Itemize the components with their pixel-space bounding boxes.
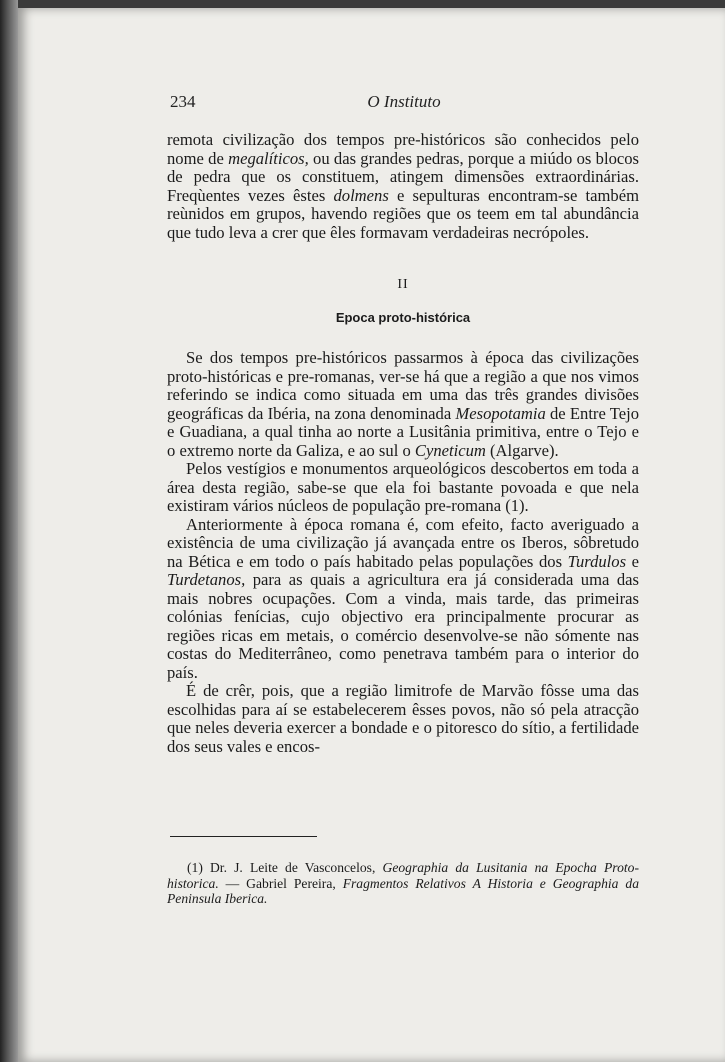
page-number: 234: [170, 92, 196, 111]
body-text: [167, 131, 639, 756]
footnote-rule: [170, 836, 317, 837]
text-run: Anteriormente à época romana é, com efeito, facto averiguado a existência de uma civilização já avançada entre os Iberos, sôbretudo na Bética e em todo o país habitado pelas populações dos: [167, 514, 639, 571]
italic-term: Mesopotamia: [455, 403, 546, 423]
text-run: (Algarve).: [485, 440, 559, 460]
italic-term: dolmens: [333, 185, 389, 205]
section-number: II: [397, 277, 409, 292]
footnote-text: [167, 860, 639, 907]
paragraph-4: [167, 516, 639, 683]
book-spine-shadow: [0, 0, 18, 1062]
running-title: O Instituto: [367, 92, 441, 111]
italic-term: Turdetanos,: [167, 570, 246, 589]
paragraph-5: [167, 682, 639, 756]
text-run: Pelos vestígios e monumentos arqueológicos descobertos em toda a área desta região, sabe-se que ela foi bastante povoada e que nela existiram vários núcleos de população pre-romana (1).: [167, 459, 639, 515]
footnote: [167, 860, 639, 907]
paragraph-3: [167, 460, 639, 516]
page-header: [170, 92, 638, 114]
text-run: (1) Dr. J. Leite de Vasconcelos,: [187, 860, 383, 875]
text-run: ou das grandes pedras, porque a miúdo os blocos de pedra que os constituem, atingem dimensões extraordinárias. Freqùentes vezes êstes: [167, 148, 639, 205]
text-run: e: [626, 551, 640, 571]
text-run: de Entre Tejo e Guadiana, a qual tinha ao norte a Lusitânia primitiva, entre o Tejo e o extremo norte da Galiza, e ao sul o: [167, 403, 639, 460]
paragraph-2: [167, 349, 639, 460]
paragraph-1: [167, 131, 639, 242]
text-run: — Gabriel Pereira,: [218, 875, 343, 891]
italic-term: Cyneticum: [414, 440, 486, 460]
text-run: É de crêr, pois, que a região limitrofe de Marvão fôsse uma das escolhidas para aí se estabelecerem êsses povos, não só pela atracção que neles deveria exercer a bondade e o pitoresco do sítio, a fertilidade dos seus vales e encos-: [167, 681, 639, 756]
italic-title: Geographia da Lusitania na Epocha Proto-historica.: [167, 860, 639, 891]
italic-term: megalíticos,: [228, 148, 309, 168]
italic-term: Turdulos: [567, 551, 627, 571]
italic-title: Fragmentos Relativos A Historia e Geographia da Peninsula Iberica.: [167, 875, 639, 906]
text-run: Se dos tempos pre-históricos passarmos à época das civilizações proto-históricas e pre-romanas, ver-se há que a região a que nos vimos referindo se indica como situada em uma das três grandes divisões geográficas da Ibéria, na zona denominada: [167, 348, 639, 423]
text-run: e sepulturas encontram-se também reùnidos em grupos, havendo regiões que os teem em tal abundância que tudo leva a crer que êles formavam verdadeiras necrópoles.: [167, 185, 639, 242]
text-run: remota civilização dos tempos pre-históricos são conhecidos pelo nome de: [167, 130, 639, 168]
text-run: para as quais a agricultura era já considerada uma das mais nobres ocupações. Com a vinda, mais tarde, das primeiras colónias fenícias, cujo objectivo era principalmente procurar as regiões ricas em metais, o comércio desenvolve-se não sómente nas costas do Mediterrâneo, como penetrava também para o interior do país.: [167, 570, 639, 682]
section-title: Epoca proto-histórica: [335, 309, 471, 325]
